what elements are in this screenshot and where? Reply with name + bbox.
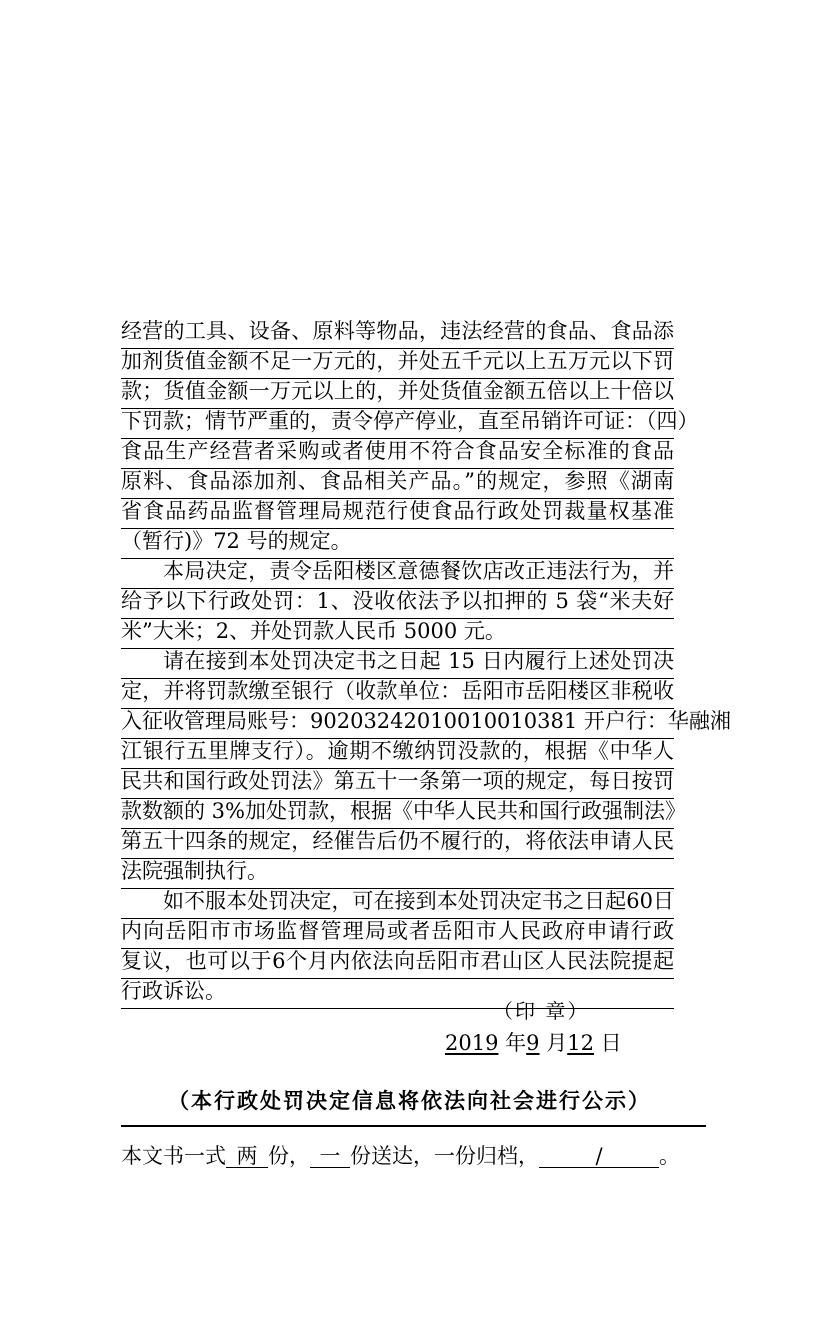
body-line: 内向岳阳市市场监督管理局或者岳阳市人民政府申请行政	[121, 919, 674, 949]
date-day-unit: 日	[600, 1031, 622, 1055]
body-line: 法院强制执行。	[121, 859, 674, 889]
body-line: 定，并将罚款缴至银行（收款单位：岳阳市岳阳楼区非税收	[121, 679, 674, 709]
body-line: 省食品药品监督管理局规范行使食品行政处罚裁量权基准	[121, 499, 674, 529]
date-year: 2019	[445, 1031, 499, 1055]
body-line: 如不服本处罚决定，可在接到本处罚决定书之日起60日	[121, 889, 674, 919]
sent-count: 一	[310, 1145, 350, 1168]
body-line: 行政诉讼。	[121, 979, 674, 1009]
body-line: 原料、食品添加剂、食品相关产品。”的规定，参照《湖南	[121, 469, 674, 499]
body-line: 款数额的 3%加处罚款，根据《中华人民共和国行政强制法》	[121, 799, 674, 829]
body-line: 第五十四条的规定，经催告后仍不履行的，将依法申请人民	[121, 829, 674, 859]
seal-placeholder: （印 章）	[493, 999, 590, 1023]
body-line: 本局决定，责令岳阳楼区意德餐饮店改正违法行为，并	[121, 559, 674, 589]
body-line: 入征收管理局账号：90203242010010010381 开户行：华融湘	[121, 709, 674, 739]
body-line: 江银行五里牌支行）。逾期不缴纳罚没款的，根据《中华人	[121, 739, 674, 769]
footer-mid: 份送达，一份归档，	[350, 1144, 539, 1168]
body-line: 加剂货值金额不足一万元的，并处五千元以上五万元以下罚	[121, 349, 674, 379]
body-line: 民共和国行政处罚法》第五十一条第一项的规定，每日按罚	[121, 769, 674, 799]
body-line: 经营的工具、设备、原料等物品，违法经营的食品、食品添	[121, 319, 674, 349]
body-line: 复议，也可以于6个月内依法向岳阳市君山区人民法院提起	[121, 949, 674, 979]
copies-footer	[121, 1140, 680, 1170]
date-month: 9	[526, 1031, 540, 1055]
other-copies: /	[539, 1145, 659, 1168]
body-line: 食品生产经营者采购或者使用不符合食品安全标准的食品	[121, 439, 674, 469]
copies-count: 两	[226, 1145, 268, 1168]
body-line: 下罚款；情节严重的，责令停产停业，直至吊销许可证：（四）	[121, 409, 674, 439]
footer-end: 。	[659, 1144, 680, 1168]
body-line: 给予以下行政处罚：1、没收依法予以扣押的 5 袋“米夫好	[121, 589, 674, 619]
footer-prefix: 本文书一式	[121, 1144, 226, 1168]
date-day: 12	[567, 1031, 594, 1055]
body-line: （暂行)》72 号的规定。	[121, 529, 674, 559]
body-line: 款；货值金额一万元以上的，并处货值金额五倍以上十倍以	[121, 379, 674, 409]
separator-rule	[121, 1125, 706, 1127]
date-year-unit: 年	[505, 1031, 527, 1055]
body-line: 米”大米；2、并处罚款人民币 5000 元。	[121, 619, 674, 649]
body-line: 请在接到本处罚决定书之日起 15 日内履行上述处罚决	[121, 649, 674, 679]
issue-date	[445, 1027, 622, 1057]
footer-unit: 份，	[268, 1144, 310, 1168]
publicity-notice: （本行政处罚决定信息将依法向社会进行公示）	[168, 1089, 651, 1113]
date-month-unit: 月	[546, 1031, 568, 1055]
